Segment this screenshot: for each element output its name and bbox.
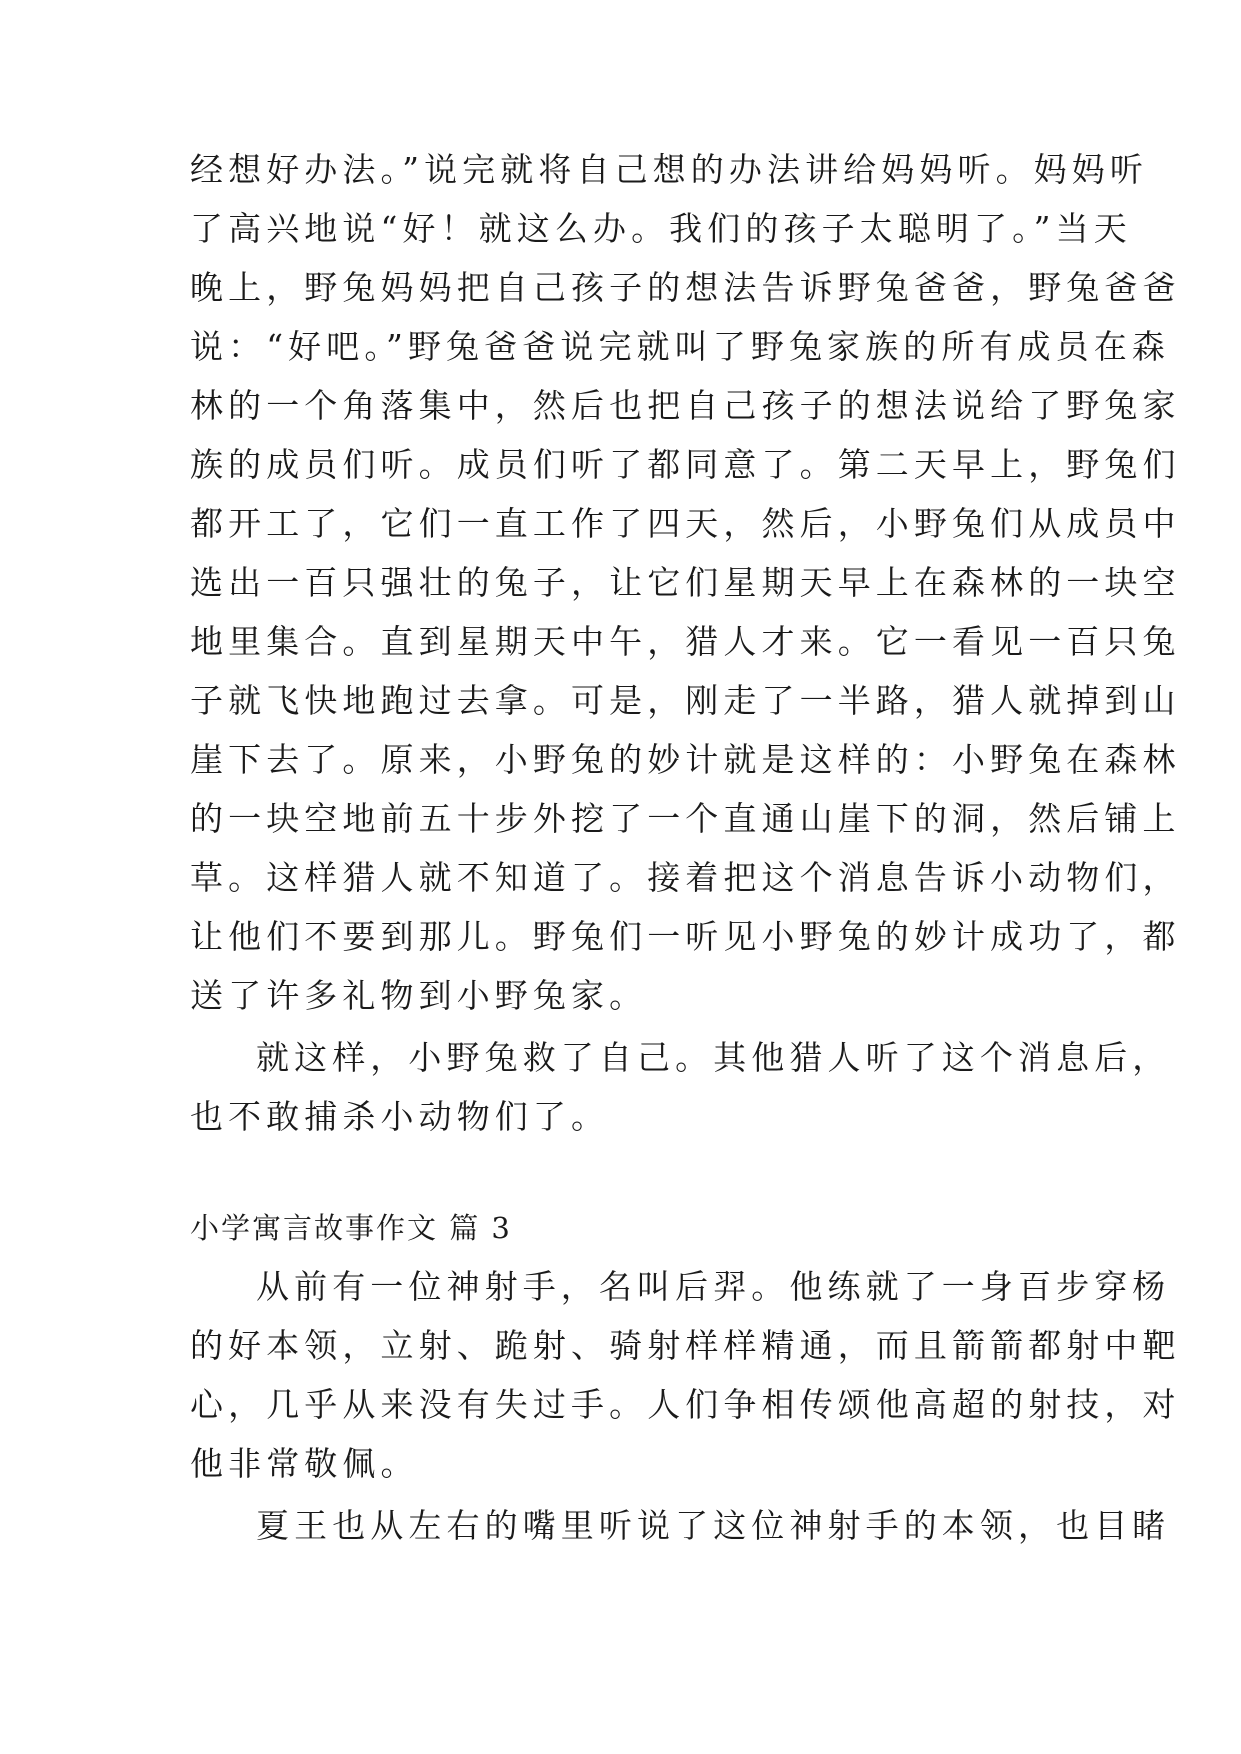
text-line: 说：“好吧。”野兔爸爸说完就叫了野兔家族的所有成员在森 (190, 327, 1170, 366)
text-line: 他非常敬佩。 (190, 1444, 419, 1483)
text-line: 草。这样猎人就不知道了。接着把这个消息告诉小动物们， (190, 858, 1181, 897)
text-line: 夏王也从左右的嘴里听说了这位神射手的本领，也目睹 (256, 1506, 1171, 1545)
text-line: 林的一个角落集中，然后也把自己孩子的想法说给了野兔家 (190, 386, 1181, 425)
text-line: 心，几乎从来没有失过手。人们争相传颂他高超的射技，对 (190, 1385, 1181, 1424)
text-line: 从前有一位神射手，名叫后羿。他练就了一身百步穿杨 (256, 1267, 1171, 1306)
text-line: 的好本领，立射、跪射、骑射样样精通，而且箭箭都射中靶 (190, 1326, 1181, 1365)
text-line: 崖下去了。原来，小野兔的妙计就是这样的：小野兔在森林 (190, 740, 1181, 779)
text-line: 地里集合。直到星期天中午，猎人才来。它一看见一百只兔 (190, 622, 1181, 661)
text-line: 也不敢捕杀小动物们了。 (190, 1097, 610, 1136)
text-line: 族的成员们听。成员们听了都同意了。第二天早上，野兔们 (190, 445, 1181, 484)
text-line: 就这样，小野兔救了自己。其他猎人听了这个消息后， (256, 1038, 1171, 1077)
text-line: 经想好办法。”说完就将自己想的办法讲给妈妈听。妈妈听 (190, 150, 1148, 189)
text-line: 让他们不要到那儿。野兔们一听见小野兔的妙计成功了，都 (190, 917, 1181, 956)
text-line: 子就飞快地跑过去拿。可是，刚走了一半路，猎人就掉到山 (190, 681, 1181, 720)
text-line: 选出一百只强壮的兔子，让它们星期天早上在森林的一块空 (190, 563, 1181, 602)
text-line: 都开工了，它们一直工作了四天，然后，小野兔们从成员中 (190, 504, 1181, 543)
text-line: 了高兴地说“好！就这么办。我们的孩子太聪明了。”当天 (190, 209, 1132, 248)
text-line: 晚上，野兔妈妈把自己孩子的想法告诉野兔爸爸，野兔爸爸 (190, 268, 1181, 307)
text-line: 送了许多礼物到小野兔家。 (190, 976, 648, 1015)
section-heading: 小学寓言故事作文 篇 3 (190, 1211, 512, 1245)
text-line: 的一块空地前五十步外挖了一个直通山崖下的洞，然后铺上 (190, 799, 1181, 838)
